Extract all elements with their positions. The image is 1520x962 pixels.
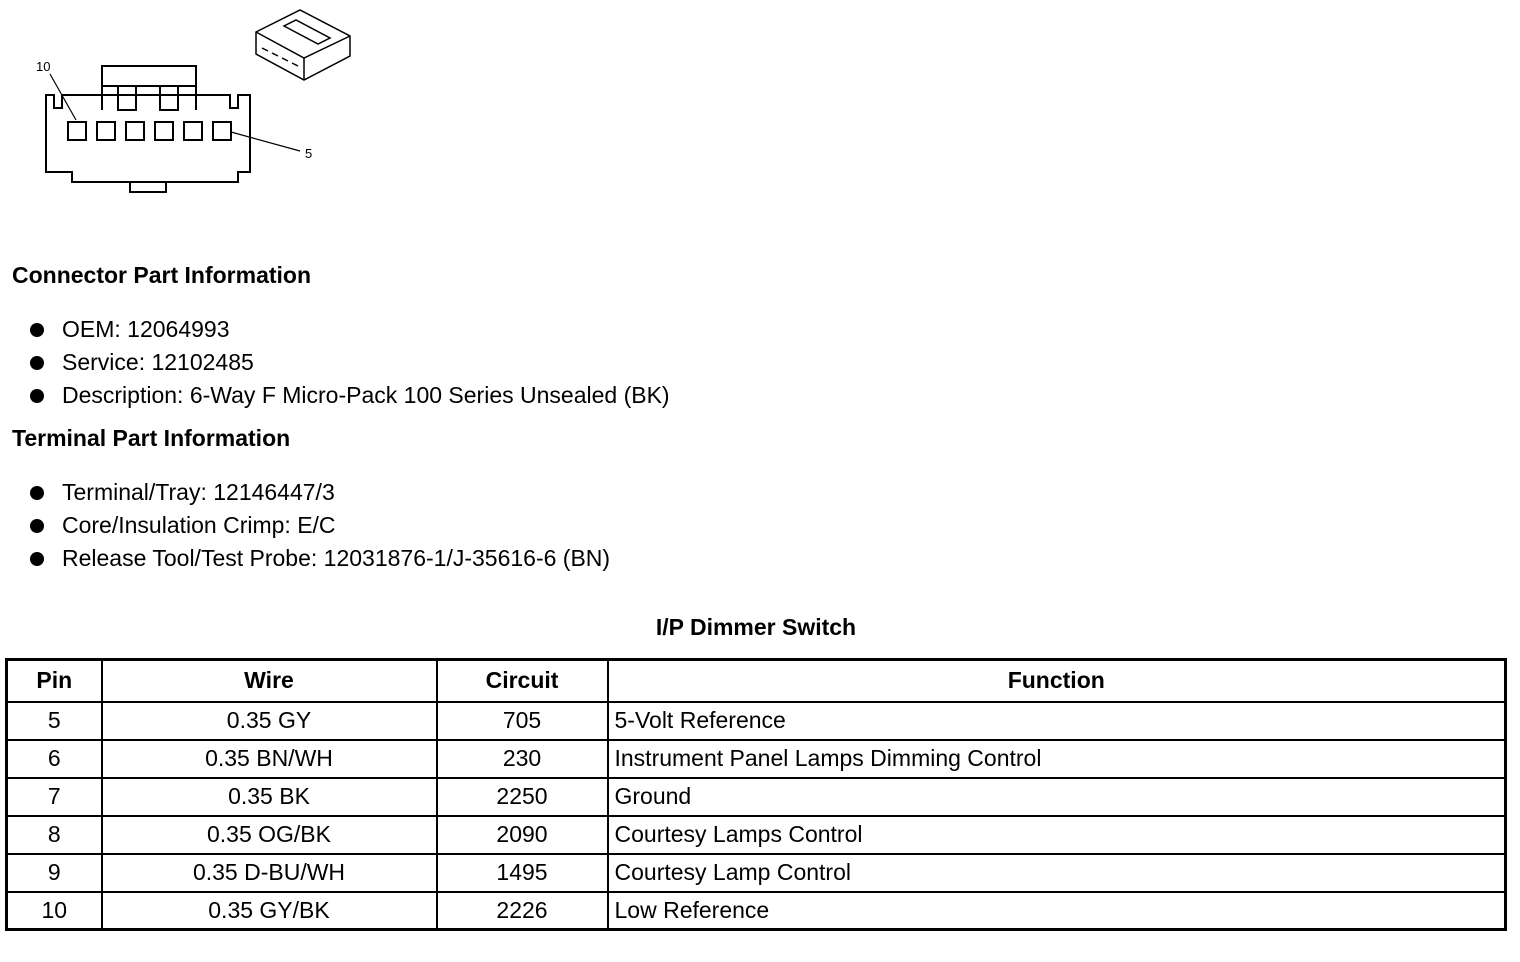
connector-isometric-icon: [256, 10, 350, 80]
cell-function: Ground: [608, 778, 1506, 816]
terminal-part-info-list: [28, 476, 610, 575]
cavity: [97, 122, 115, 140]
cell-wire: 0.35 BN/WH: [102, 740, 437, 778]
header-circuit: Circuit: [437, 660, 608, 702]
cell-wire: 0.35 GY/BK: [102, 892, 437, 930]
connector-part-info-list: [28, 313, 670, 412]
callout-5: 5: [305, 146, 313, 161]
pinout-table: [5, 658, 1507, 931]
cavity: [184, 122, 202, 140]
table-row: [7, 816, 1506, 854]
table-row: [7, 740, 1506, 778]
table-row: [7, 778, 1506, 816]
leader-line-5: [231, 132, 300, 151]
cavity: [126, 122, 144, 140]
list-item: Description: 6-Way F Micro-Pack 100 Series Unsealed (BK): [28, 379, 670, 412]
cell-pin: 10: [7, 892, 102, 930]
cell-function: Courtesy Lamp Control: [608, 854, 1506, 892]
cell-circuit: 705: [437, 702, 608, 740]
cavity: [155, 122, 173, 140]
table-row: [7, 892, 1506, 930]
cell-circuit: 2226: [437, 892, 608, 930]
cell-pin: 8: [7, 816, 102, 854]
cell-circuit: 230: [437, 740, 608, 778]
cell-function: Courtesy Lamps Control: [608, 816, 1506, 854]
connector-part-info-heading: Connector Part Information: [12, 262, 312, 288]
table-row: [7, 854, 1506, 892]
cell-pin: 5: [7, 702, 102, 740]
cavity: [213, 122, 231, 140]
latch-tab-right: [160, 86, 178, 110]
list-item: Core/Insulation Crimp: E/C: [28, 509, 610, 542]
cell-pin: 6: [7, 740, 102, 778]
header-wire: Wire: [102, 660, 437, 702]
table-header-row: [7, 660, 1506, 702]
table-row: [7, 702, 1506, 740]
list-item: OEM: 12064993: [28, 313, 670, 346]
connector-body: [46, 95, 250, 182]
cell-wire: 0.35 D-BU/WH: [102, 854, 437, 892]
cell-function: Low Reference: [608, 892, 1506, 930]
cell-wire: 0.35 BK: [102, 778, 437, 816]
callout-10: 10: [36, 59, 51, 74]
latch-tab-left: [118, 86, 136, 110]
cell-circuit: 2090: [437, 816, 608, 854]
cell-function: Instrument Panel Lamps Dimming Control: [608, 740, 1506, 778]
list-item: Release Tool/Test Probe: 12031876-1/J-35616-6 (BN): [28, 542, 610, 575]
cell-wire: 0.35 OG/BK: [102, 816, 437, 854]
header-function: Function: [608, 660, 1506, 702]
header-pin: Pin: [7, 660, 102, 702]
cell-circuit: 1495: [437, 854, 608, 892]
cell-wire: 0.35 GY: [102, 702, 437, 740]
connector-latch: [102, 66, 196, 110]
cell-function: 5-Volt Reference: [608, 702, 1506, 740]
cell-pin: 7: [7, 778, 102, 816]
connector-diagram: [0, 0, 380, 210]
connector-key: [130, 182, 166, 192]
list-item: Terminal/Tray: 12146447/3: [28, 476, 610, 509]
cavity: [68, 122, 86, 140]
table-title: I/P Dimmer Switch: [655, 614, 857, 640]
cell-circuit: 2250: [437, 778, 608, 816]
list-item: Service: 12102485: [28, 346, 670, 379]
terminal-part-info-heading: Terminal Part Information: [12, 425, 291, 451]
cell-pin: 9: [7, 854, 102, 892]
